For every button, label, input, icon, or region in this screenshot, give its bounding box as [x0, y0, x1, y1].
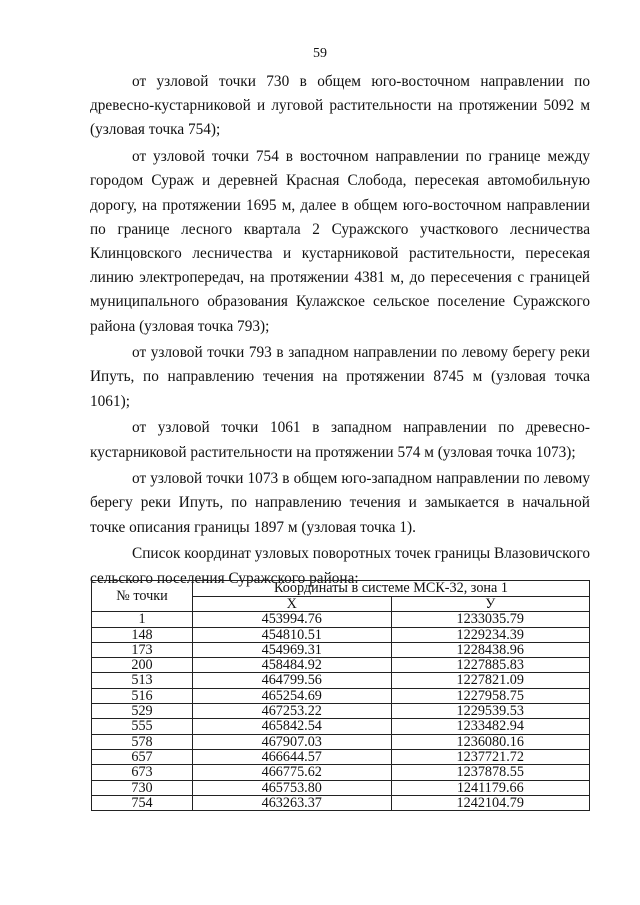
paragraph: от узловой точки 1061 в западном направлении по древесно-кустарниковой растительности на протяжении 574 м (узловая точка 1073);	[90, 419, 590, 461]
x-coordinate-cell: 454810.51	[193, 627, 392, 642]
table-row	[92, 642, 590, 657]
header-point-number: № точки	[92, 581, 193, 612]
table-row	[92, 612, 590, 627]
x-coordinate-cell: 467253.22	[193, 704, 392, 719]
table-row	[92, 749, 590, 764]
table-row	[92, 627, 590, 642]
y-coordinate-cell: 1227885.83	[391, 658, 590, 673]
point-number-cell: 529	[92, 704, 193, 719]
x-coordinate-cell: 465254.69	[193, 688, 392, 703]
x-coordinate-cell: 453994.76	[193, 612, 392, 627]
point-number-cell: 200	[92, 658, 193, 673]
table-row	[92, 658, 590, 673]
table-body	[92, 612, 590, 811]
point-number-cell: 754	[92, 795, 193, 810]
page-number: 59	[313, 46, 327, 61]
paragraph: от узловой точки 754 в восточном направлении по границе между городом Сураж и деревней Красная Слобода, пересекая автомобильную дорогу, на протяжении 1695 м, далее в общем юго-восточном направлении по границе лесного квартала 2 Суражского участкового лесничества Клинцовского лесничества и кустарниковой растительности, пересекая линию электропередач, на протяжении 4381 м, до пересечения с границей муниципального образования Кулажское сельское поселение Суражского района (узловая точка 793);	[90, 148, 590, 335]
y-coordinate-cell: 1237878.55	[391, 765, 590, 780]
y-coordinate-cell: 1227958.75	[391, 688, 590, 703]
x-coordinate-cell: 454969.31	[193, 642, 392, 657]
point-number-cell: 578	[92, 734, 193, 749]
table-row	[92, 704, 590, 719]
coordinates-table	[91, 580, 590, 811]
x-coordinate-cell: 464799.56	[193, 673, 392, 688]
y-coordinate-cell: 1236080.16	[391, 734, 590, 749]
table-row	[92, 734, 590, 749]
point-number-cell: 516	[92, 688, 193, 703]
table-row	[92, 780, 590, 795]
y-coordinate-cell: 1241179.66	[391, 780, 590, 795]
y-coordinate-cell: 1228438.96	[391, 642, 590, 657]
point-number-cell: 673	[92, 765, 193, 780]
y-coordinate-cell: 1229234.39	[391, 627, 590, 642]
paragraph: от узловой точки 793 в западном направлении по левому берегу реки Ипуть, по направлению течения на протяжении 8745 м (узловая точка 1061);	[90, 344, 590, 410]
table-row	[92, 765, 590, 780]
y-coordinate-cell: 1233035.79	[391, 612, 590, 627]
point-number-cell: 148	[92, 627, 193, 642]
x-coordinate-cell: 467907.03	[193, 734, 392, 749]
x-coordinate-cell: 465753.80	[193, 780, 392, 795]
table-row	[92, 795, 590, 810]
paragraph: от узловой точки 730 в общем юго-восточном направлении по древесно-кустарниковой и луговой растительности на протяжении 5092 м (узловая точка 754);	[90, 73, 590, 139]
y-coordinate-cell: 1242104.79	[391, 795, 590, 810]
header-x: X	[193, 597, 392, 612]
y-coordinate-cell: 1229539.53	[391, 704, 590, 719]
y-coordinate-cell: 1227821.09	[391, 673, 590, 688]
table-row	[92, 719, 590, 734]
header-y: У	[391, 597, 590, 612]
table-row	[92, 688, 590, 703]
point-number-cell: 555	[92, 719, 193, 734]
point-number-cell: 173	[92, 642, 193, 657]
paragraph: Список координат узловых поворотных точек границы Влазовичского сельского поселения Суражского района:	[90, 545, 590, 587]
header-coordinate-system: Координаты в системе МСК-32, зона 1	[193, 581, 590, 597]
document-body	[90, 70, 590, 593]
point-number-cell: 657	[92, 749, 193, 764]
paragraph: от узловой точки 1073 в общем юго-западном направлении по левому берегу реки Ипуть, по направлению течения и замыкается в начальной точке описания границы 1897 м (узловая точка 1).	[90, 470, 590, 536]
table-row	[92, 673, 590, 688]
point-number-cell: 513	[92, 673, 193, 688]
y-coordinate-cell: 1233482.94	[391, 719, 590, 734]
x-coordinate-cell: 458484.92	[193, 658, 392, 673]
x-coordinate-cell: 465842.54	[193, 719, 392, 734]
x-coordinate-cell: 466644.57	[193, 749, 392, 764]
point-number-cell: 1	[92, 612, 193, 627]
x-coordinate-cell: 463263.37	[193, 795, 392, 810]
x-coordinate-cell: 466775.62	[193, 765, 392, 780]
point-number-cell: 730	[92, 780, 193, 795]
y-coordinate-cell: 1237721.72	[391, 749, 590, 764]
